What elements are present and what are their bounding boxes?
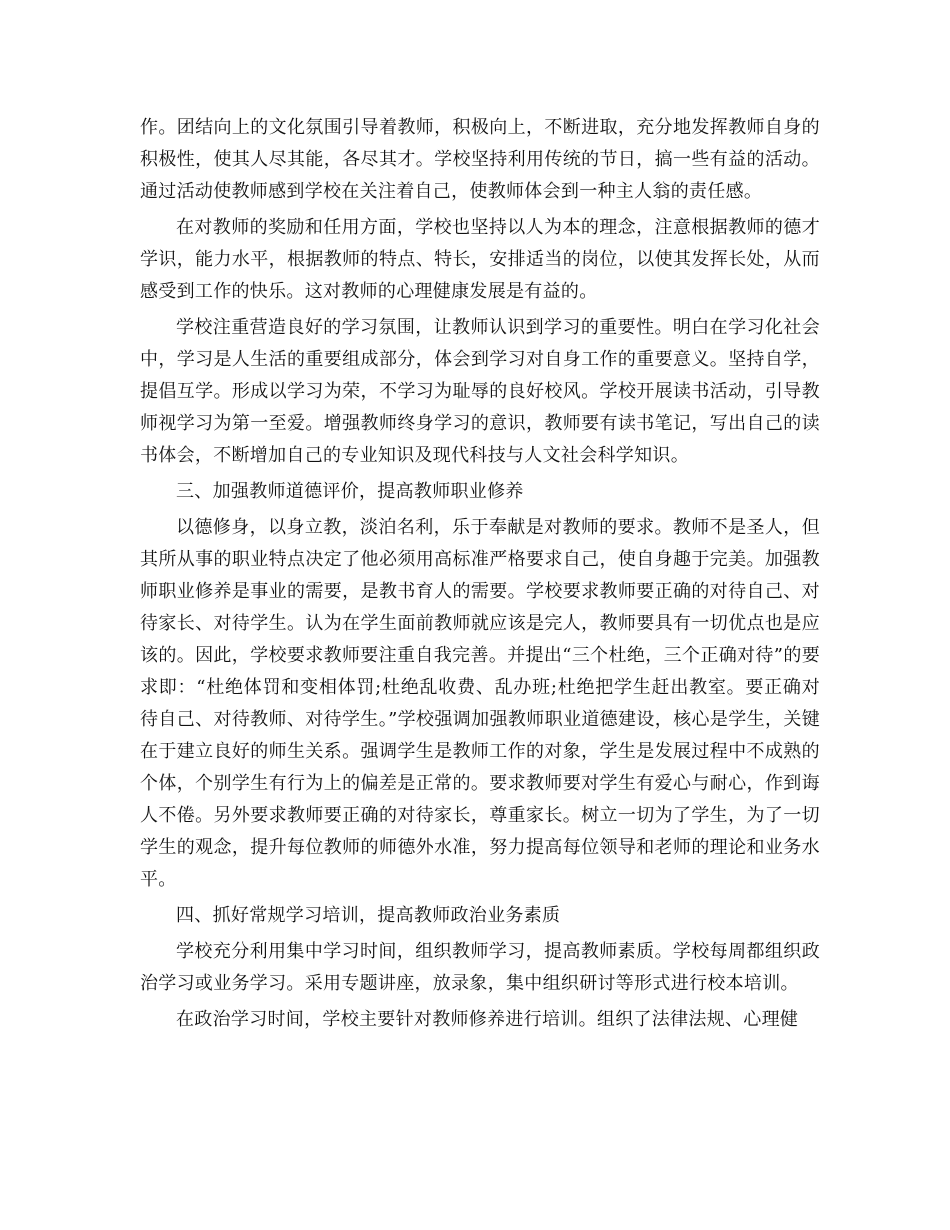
paragraph-reward-appointment: 在对教师的奖励和任用方面，学校也坚持以人为本的理念，注意根据教师的德才学识，能力水平，根据教师的特点、特长，安排适当的岗位，以使其发挥长处，从而感受到工作的快乐。这对教师的心理健康发展是有益的。: [140, 217, 820, 302]
paragraph-moral-cultivation: 以德修身，以身立教，淡泊名利，乐于奉献是对教师的要求。教师不是圣人，但其所从事的职业特点决定了他必须用高标准严格要求自己，使自身趣于完美。加强教师职业修养是事业的需要，是教书育人的需要。学校要求教师要正确的对待自己、对待家长、对待学生。认为在学生面前教师就应该是完人，教师要具有一切优点也是应该的。因此，学校要求教师要注重自我完善。并提出“三个杜绝，三个正确对待”的要求即：“杜绝体罚和变相体罚;杜绝乱收费、乱办班;杜绝把学生赶出教室。要正确对待自己、对待教师、对待学生。”学校强调加强教师职业道德建设，核心是学生，关键在于建立良好的师生关系。强调学生是教师工作的对象，学生是发展过程中不成熟的个体，个别学生有行为上的偏差是正常的。要求教师要对学生有爱心与耐心，作到诲人不倦。另外要求教师要正确的对待家长，尊重家长。树立一切为了学生，为了一切学生的观念，提升每位教师的师德外水准，努力提高每位领导和老师的理论和业务水平。: [140, 517, 820, 890]
paragraph-learning-atmosphere: 学校注重营造良好的学习氛围，让教师认识到学习的重要性。明白在学习化社会中，学习是人生活的重要组成部分，体会到学习对自身工作的重要意义。坚持自学，提倡互学。形成以学习为荣，不学习为耻辱的良好校风。学校开展读书活动，引导教师视学习为第一至爱。增强教师终身学习的意识，教师要有读书笔记，写出自己的读书体会，不断增加自己的专业知识及现代科技与人文社会科学知识。: [140, 317, 820, 466]
section-heading-3: 三、加强教师道德评价，提高教师职业修养: [176, 481, 524, 502]
document-body: [140, 112, 820, 1040]
paragraph-political-study: 在政治学习时间，学校主要针对教师修养进行培训。组织了法律法规、心理健: [176, 1009, 799, 1030]
paragraph-continued: 作。团结向上的文化氛围引导着教师，积极向上，不断进取，充分地发挥教师自身的积极性，使其人尽其能，各尽其才。学校坚持利用传统的节日，搞一些有益的活动。通过活动使教师感到学校在关注着自己，使教师体会到一种主人翁的责任感。: [140, 117, 820, 202]
paragraph-collective-study: 学校充分利用集中学习时间，组织教师学习，提高教师素质。学校每周都组织政治学习或业务学习。采用专题讲座，放录象，集中组织研讨等形式进行校本培训。: [140, 941, 820, 994]
section-heading-4: 四、抓好常规学习培训，提高教师政治业务素质: [176, 905, 561, 926]
